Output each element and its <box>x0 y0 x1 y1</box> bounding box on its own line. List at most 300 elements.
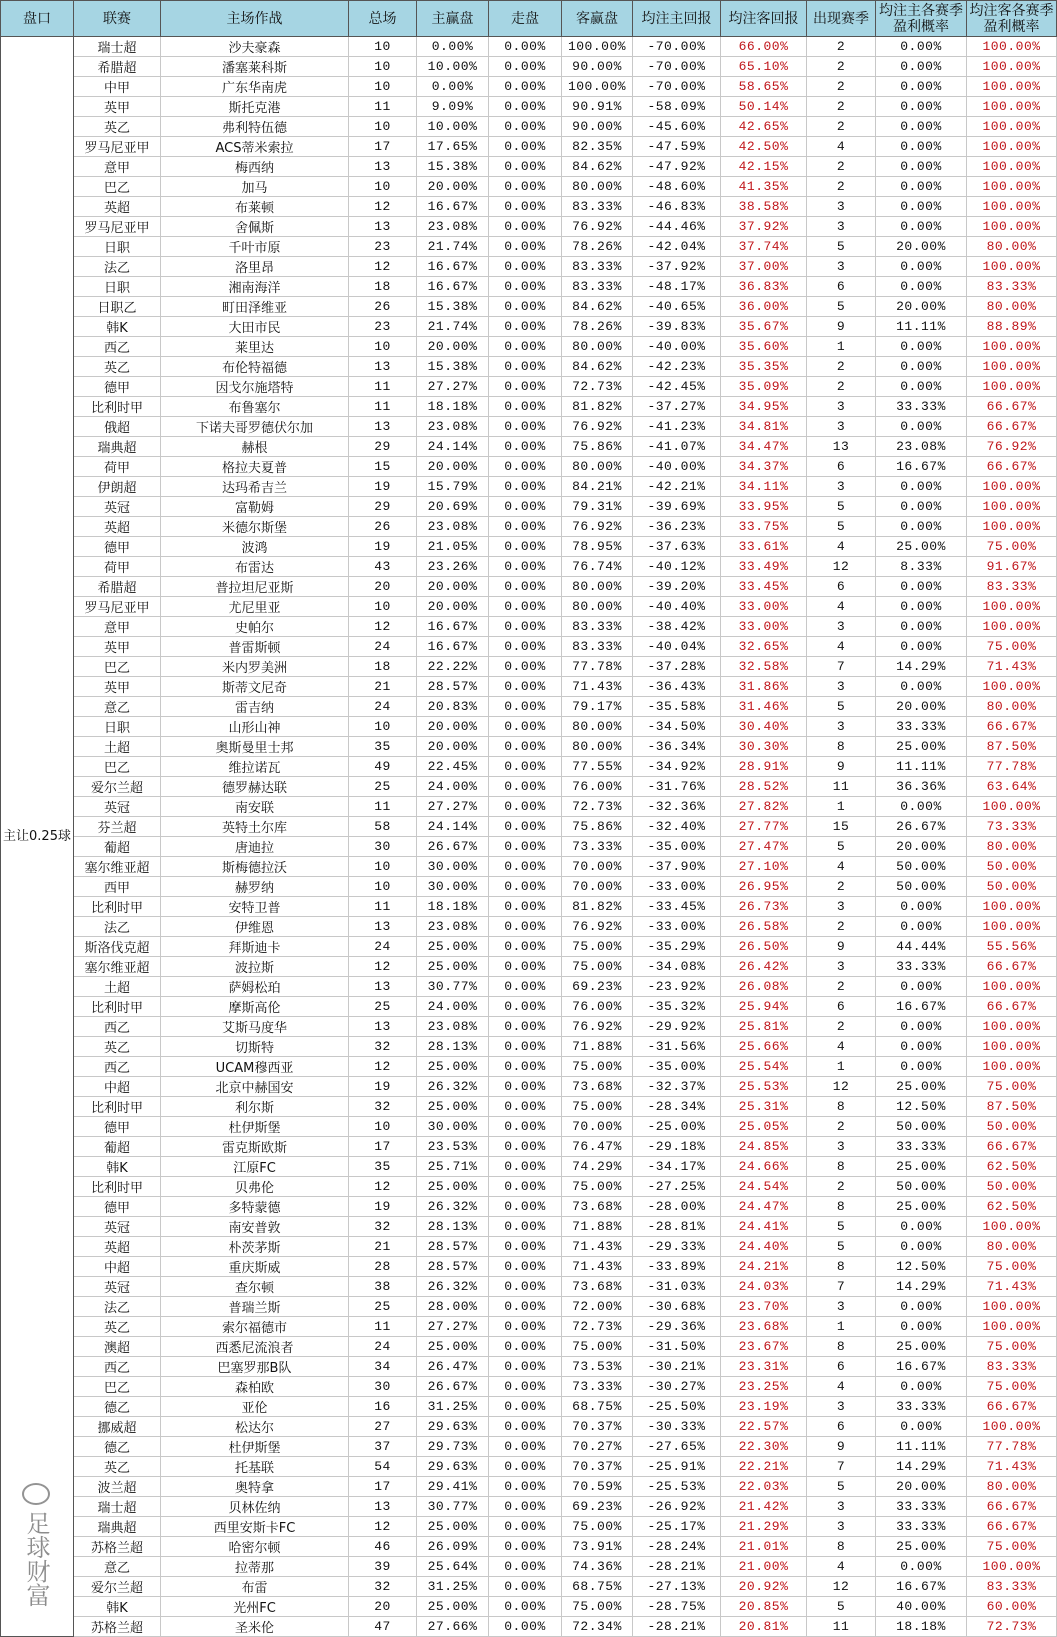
cell-home-return: -42.21% <box>633 477 721 497</box>
cell-total-matches: 12 <box>349 197 417 217</box>
cell-league: 西乙 <box>74 1017 161 1037</box>
cell-draw: 0.00% <box>489 1597 562 1617</box>
cell-away-season-profit: 100.00% <box>967 477 1057 497</box>
cell-away-win: 84.62% <box>562 357 633 377</box>
cell-away-season-profit: 66.67% <box>967 717 1057 737</box>
cell-away-return: 25.05% <box>721 1117 807 1137</box>
cell-total-matches: 23 <box>349 237 417 257</box>
cell-home-season-profit: 33.33% <box>876 1137 967 1157</box>
cell-total-matches: 11 <box>349 377 417 397</box>
cell-seasons: 4 <box>807 537 876 557</box>
cell-home-win: 27.66% <box>417 1617 489 1637</box>
cell-away-return: 37.74% <box>721 237 807 257</box>
cell-home-return: -37.92% <box>633 257 721 277</box>
cell-draw: 0.00% <box>489 577 562 597</box>
cell-away-return: 34.95% <box>721 397 807 417</box>
cell-home-return: -70.00% <box>633 57 721 77</box>
cell-total-matches: 13 <box>349 217 417 237</box>
cell-home-return: -35.00% <box>633 837 721 857</box>
cell-total-matches: 10 <box>349 77 417 97</box>
cell-draw: 0.00% <box>489 677 562 697</box>
cell-home-win: 25.00% <box>417 1517 489 1537</box>
cell-league: 法乙 <box>74 917 161 937</box>
cell-total-matches: 39 <box>349 1557 417 1577</box>
cell-league: 中超 <box>74 1257 161 1277</box>
cell-home-season-profit: 14.29% <box>876 1277 967 1297</box>
cell-total-matches: 32 <box>349 1577 417 1597</box>
cell-away-return: 26.42% <box>721 957 807 977</box>
cell-home-win: 21.05% <box>417 537 489 557</box>
cell-seasons: 1 <box>807 1317 876 1337</box>
cell-away-return: 25.66% <box>721 1037 807 1057</box>
cell-draw: 0.00% <box>489 37 562 57</box>
cell-home-return: -25.91% <box>633 1457 721 1477</box>
cell-home-return: -42.04% <box>633 237 721 257</box>
cell-draw: 0.00% <box>489 897 562 917</box>
cell-home-win: 29.41% <box>417 1477 489 1497</box>
cell-draw: 0.00% <box>489 617 562 637</box>
cell-home-team: 雷克斯欧斯 <box>161 1137 349 1157</box>
cell-away-season-profit: 71.43% <box>967 1457 1057 1477</box>
cell-home-win: 20.00% <box>417 577 489 597</box>
cell-home-season-profit: 20.00% <box>876 297 967 317</box>
cell-total-matches: 24 <box>349 637 417 657</box>
cell-league: 土超 <box>74 737 161 757</box>
cell-total-matches: 28 <box>349 1257 417 1277</box>
cell-seasons: 2 <box>807 377 876 397</box>
cell-home-team: 沙夫豪森 <box>161 37 349 57</box>
cell-home-return: -28.81% <box>633 1217 721 1237</box>
cell-home-season-profit: 50.00% <box>876 857 967 877</box>
cell-away-win: 83.33% <box>562 277 633 297</box>
cell-league: 巴乙 <box>74 177 161 197</box>
cell-home-win: 21.74% <box>417 317 489 337</box>
cell-home-return: -40.40% <box>633 597 721 617</box>
cell-away-win: 75.00% <box>562 1097 633 1117</box>
cell-total-matches: 10 <box>349 877 417 897</box>
cell-league: 英冠 <box>74 497 161 517</box>
cell-home-team: 摩斯高伦 <box>161 997 349 1017</box>
cell-draw: 0.00% <box>489 557 562 577</box>
cell-away-return: 33.00% <box>721 617 807 637</box>
cell-home-return: -33.45% <box>633 897 721 917</box>
cell-league: 罗马尼亚甲 <box>74 137 161 157</box>
cell-home-team: 重庆斯威 <box>161 1257 349 1277</box>
cell-draw: 0.00% <box>489 57 562 77</box>
cell-home-season-profit: 25.00% <box>876 1197 967 1217</box>
cell-away-win: 75.00% <box>562 1597 633 1617</box>
cell-home-win: 22.45% <box>417 757 489 777</box>
cell-total-matches: 10 <box>349 177 417 197</box>
cell-draw: 0.00% <box>489 1297 562 1317</box>
cell-away-return: 66.00% <box>721 37 807 57</box>
cell-away-return: 21.00% <box>721 1557 807 1577</box>
cell-away-season-profit: 80.00% <box>967 837 1057 857</box>
cell-away-return: 23.19% <box>721 1397 807 1417</box>
cell-home-win: 21.74% <box>417 237 489 257</box>
cell-home-return: -25.50% <box>633 1397 721 1417</box>
cell-total-matches: 13 <box>349 417 417 437</box>
cell-home-season-profit: 16.67% <box>876 457 967 477</box>
cell-home-season-profit: 20.00% <box>876 837 967 857</box>
table-row <box>1 237 1057 257</box>
table-row <box>1 857 1057 877</box>
cell-seasons: 12 <box>807 557 876 577</box>
cell-home-return: -41.07% <box>633 437 721 457</box>
table-row <box>1 217 1057 237</box>
cell-home-return: -48.60% <box>633 177 721 197</box>
cell-home-team: 伊维恩 <box>161 917 349 937</box>
cell-home-win: 23.26% <box>417 557 489 577</box>
cell-home-season-profit: 26.67% <box>876 817 967 837</box>
table-row <box>1 1417 1057 1437</box>
cell-seasons: 4 <box>807 597 876 617</box>
cell-home-return: -35.00% <box>633 1057 721 1077</box>
cell-away-return: 26.58% <box>721 917 807 937</box>
cell-home-season-profit: 0.00% <box>876 157 967 177</box>
header-row <box>1 1 1057 37</box>
cell-home-team: 米德尔斯堡 <box>161 517 349 537</box>
cell-league: 挪威超 <box>74 1417 161 1437</box>
cell-home-season-profit: 0.00% <box>876 797 967 817</box>
cell-away-win: 75.00% <box>562 1057 633 1077</box>
cell-away-return: 21.01% <box>721 1537 807 1557</box>
cell-home-win: 15.38% <box>417 297 489 317</box>
table-row <box>1 937 1057 957</box>
cell-away-season-profit: 77.78% <box>967 1437 1057 1457</box>
cell-seasons: 6 <box>807 1417 876 1437</box>
cell-home-win: 23.08% <box>417 417 489 437</box>
cell-draw: 0.00% <box>489 597 562 617</box>
cell-league: 意乙 <box>74 1557 161 1577</box>
cell-home-season-profit: 0.00% <box>876 897 967 917</box>
cell-home-return: -38.42% <box>633 617 721 637</box>
cell-home-win: 25.00% <box>417 937 489 957</box>
cell-home-season-profit: 0.00% <box>876 37 967 57</box>
table-row <box>1 397 1057 417</box>
cell-total-matches: 25 <box>349 1297 417 1317</box>
cell-home-season-profit: 20.00% <box>876 697 967 717</box>
cell-seasons: 4 <box>807 1037 876 1057</box>
cell-home-return: -70.00% <box>633 37 721 57</box>
cell-home-season-profit: 0.00% <box>876 137 967 157</box>
cell-home-team: 莱里达 <box>161 337 349 357</box>
cell-league: 德乙 <box>74 1397 161 1417</box>
cell-away-win: 79.17% <box>562 697 633 717</box>
cell-league: 英乙 <box>74 1037 161 1057</box>
cell-away-win: 80.00% <box>562 457 633 477</box>
cell-away-season-profit: 75.00% <box>967 1337 1057 1357</box>
cell-total-matches: 32 <box>349 1097 417 1117</box>
cell-away-season-profit: 50.00% <box>967 1117 1057 1137</box>
cell-total-matches: 25 <box>349 777 417 797</box>
cell-total-matches: 17 <box>349 1477 417 1497</box>
cell-away-return: 31.86% <box>721 677 807 697</box>
cell-away-season-profit: 100.00% <box>967 517 1057 537</box>
cell-away-season-profit: 62.50% <box>967 1197 1057 1217</box>
cell-home-return: -34.92% <box>633 757 721 777</box>
cell-away-win: 76.92% <box>562 417 633 437</box>
cell-draw: 0.00% <box>489 357 562 377</box>
cell-home-team: 加马 <box>161 177 349 197</box>
table-row <box>1 557 1057 577</box>
table-row <box>1 257 1057 277</box>
cell-away-season-profit: 100.00% <box>967 977 1057 997</box>
cell-home-return: -36.23% <box>633 517 721 537</box>
cell-home-team: 因戈尔施塔特 <box>161 377 349 397</box>
cell-home-team: 杜伊斯堡 <box>161 1437 349 1457</box>
table-row <box>1 697 1057 717</box>
table-row <box>1 1237 1057 1257</box>
table-row <box>1 1017 1057 1037</box>
cell-away-win: 70.00% <box>562 857 633 877</box>
cell-away-return: 22.21% <box>721 1457 807 1477</box>
table-row <box>1 1517 1057 1537</box>
cell-home-season-profit: 25.00% <box>876 1077 967 1097</box>
cell-total-matches: 35 <box>349 737 417 757</box>
cell-home-win: 25.00% <box>417 1057 489 1077</box>
cell-seasons: 3 <box>807 217 876 237</box>
cell-away-return: 35.09% <box>721 377 807 397</box>
cell-draw: 0.00% <box>489 837 562 857</box>
table-row <box>1 877 1057 897</box>
table-row <box>1 1297 1057 1317</box>
cell-draw: 0.00% <box>489 457 562 477</box>
cell-draw: 0.00% <box>489 1057 562 1077</box>
cell-draw: 0.00% <box>489 857 562 877</box>
cell-total-matches: 54 <box>349 1457 417 1477</box>
cell-league: 英乙 <box>74 357 161 377</box>
cell-away-season-profit: 80.00% <box>967 697 1057 717</box>
cell-league: 罗马尼亚甲 <box>74 597 161 617</box>
cell-seasons: 4 <box>807 637 876 657</box>
cell-league: 荷甲 <box>74 557 161 577</box>
cell-draw: 0.00% <box>489 437 562 457</box>
cell-home-season-profit: 0.00% <box>876 197 967 217</box>
cell-away-return: 33.49% <box>721 557 807 577</box>
cell-away-win: 80.00% <box>562 177 633 197</box>
cell-away-win: 73.68% <box>562 1197 633 1217</box>
header-home-return: 均注主回报 <box>633 1 721 37</box>
cell-draw: 0.00% <box>489 297 562 317</box>
cell-league: 巴乙 <box>74 657 161 677</box>
cell-home-return: -40.12% <box>633 557 721 577</box>
cell-home-return: -39.20% <box>633 577 721 597</box>
table-row <box>1 577 1057 597</box>
table-row <box>1 837 1057 857</box>
cell-seasons: 2 <box>807 1117 876 1137</box>
cell-total-matches: 19 <box>349 1077 417 1097</box>
cell-home-team: 富勒姆 <box>161 497 349 517</box>
cell-away-win: 76.92% <box>562 917 633 937</box>
cell-home-season-profit: 0.00% <box>876 277 967 297</box>
cell-away-return: 27.47% <box>721 837 807 857</box>
cell-home-season-profit: 0.00% <box>876 357 967 377</box>
cell-draw: 0.00% <box>489 757 562 777</box>
cell-home-win: 24.14% <box>417 817 489 837</box>
cell-total-matches: 12 <box>349 1057 417 1077</box>
table-row <box>1 757 1057 777</box>
cell-seasons: 8 <box>807 1097 876 1117</box>
cell-seasons: 6 <box>807 457 876 477</box>
cell-league: 意乙 <box>74 697 161 717</box>
cell-seasons: 3 <box>807 477 876 497</box>
table-row <box>1 1597 1057 1617</box>
cell-seasons: 8 <box>807 1537 876 1557</box>
cell-home-season-profit: 14.29% <box>876 1457 967 1477</box>
cell-home-return: -58.09% <box>633 97 721 117</box>
cell-home-win: 20.00% <box>417 717 489 737</box>
table-row <box>1 497 1057 517</box>
cell-draw: 0.00% <box>489 1557 562 1577</box>
cell-home-return: -41.23% <box>633 417 721 437</box>
cell-away-win: 100.00% <box>562 77 633 97</box>
cell-home-win: 20.83% <box>417 697 489 717</box>
cell-home-win: 16.67% <box>417 637 489 657</box>
cell-seasons: 3 <box>807 397 876 417</box>
cell-draw: 0.00% <box>489 1137 562 1157</box>
cell-away-season-profit: 66.67% <box>967 997 1057 1017</box>
cell-away-season-profit: 100.00% <box>967 77 1057 97</box>
cell-home-season-profit: 0.00% <box>876 1017 967 1037</box>
cell-home-win: 30.00% <box>417 857 489 877</box>
table-row <box>1 1497 1057 1517</box>
cell-draw: 0.00% <box>489 1457 562 1477</box>
cell-home-team: 湘南海洋 <box>161 277 349 297</box>
cell-away-win: 68.75% <box>562 1397 633 1417</box>
cell-home-win: 26.09% <box>417 1537 489 1557</box>
cell-home-win: 16.67% <box>417 197 489 217</box>
cell-away-season-profit: 83.33% <box>967 1357 1057 1377</box>
cell-away-win: 80.00% <box>562 717 633 737</box>
cell-home-season-profit: 25.00% <box>876 537 967 557</box>
cell-away-win: 75.00% <box>562 957 633 977</box>
cell-away-win: 90.91% <box>562 97 633 117</box>
cell-home-team: 拉蒂那 <box>161 1557 349 1577</box>
cell-home-team: UCAM穆西亚 <box>161 1057 349 1077</box>
cell-seasons: 2 <box>807 1177 876 1197</box>
cell-away-win: 74.29% <box>562 1157 633 1177</box>
cell-total-matches: 10 <box>349 57 417 77</box>
cell-total-matches: 11 <box>349 1317 417 1337</box>
cell-league: 英乙 <box>74 1317 161 1337</box>
cell-home-season-profit: 0.00% <box>876 57 967 77</box>
cell-away-return: 25.54% <box>721 1057 807 1077</box>
cell-league: 英冠 <box>74 1277 161 1297</box>
cell-away-return: 27.82% <box>721 797 807 817</box>
cell-seasons: 7 <box>807 657 876 677</box>
cell-away-return: 22.03% <box>721 1477 807 1497</box>
table-row <box>1 777 1057 797</box>
cell-home-return: -37.63% <box>633 537 721 557</box>
cell-away-return: 24.41% <box>721 1217 807 1237</box>
cell-home-season-profit: 12.50% <box>876 1097 967 1117</box>
cell-league: 中甲 <box>74 77 161 97</box>
cell-total-matches: 38 <box>349 1277 417 1297</box>
table-row <box>1 537 1057 557</box>
cell-home-return: -29.18% <box>633 1137 721 1157</box>
cell-draw: 0.00% <box>489 1437 562 1457</box>
cell-away-season-profit: 100.00% <box>967 1037 1057 1057</box>
cell-home-return: -31.03% <box>633 1277 721 1297</box>
cell-away-win: 70.37% <box>562 1457 633 1477</box>
cell-total-matches: 17 <box>349 1137 417 1157</box>
cell-home-win: 24.14% <box>417 437 489 457</box>
cell-home-season-profit: 0.00% <box>876 1417 967 1437</box>
cell-away-return: 24.54% <box>721 1177 807 1197</box>
cell-away-season-profit: 100.00% <box>967 117 1057 137</box>
cell-home-return: -25.53% <box>633 1477 721 1497</box>
cell-home-win: 30.00% <box>417 1117 489 1137</box>
cell-draw: 0.00% <box>489 937 562 957</box>
cell-away-return: 35.60% <box>721 337 807 357</box>
cell-away-win: 75.00% <box>562 1337 633 1357</box>
cell-home-team: 下诺夫哥罗德伏尔加 <box>161 417 349 437</box>
cell-home-season-profit: 0.00% <box>876 337 967 357</box>
cell-league: 英超 <box>74 197 161 217</box>
cell-draw: 0.00% <box>489 637 562 657</box>
cell-home-win: 18.18% <box>417 897 489 917</box>
cell-home-team: 德罗赫达联 <box>161 777 349 797</box>
cell-draw: 0.00% <box>489 917 562 937</box>
cell-home-win: 20.00% <box>417 597 489 617</box>
cell-draw: 0.00% <box>489 377 562 397</box>
cell-away-win: 83.33% <box>562 617 633 637</box>
cell-seasons: 9 <box>807 757 876 777</box>
cell-seasons: 3 <box>807 417 876 437</box>
cell-total-matches: 21 <box>349 677 417 697</box>
cell-draw: 0.00% <box>489 1077 562 1097</box>
cell-total-matches: 35 <box>349 1157 417 1177</box>
table-row <box>1 277 1057 297</box>
header-home-win: 主赢盘 <box>417 1 489 37</box>
cell-away-season-profit: 100.00% <box>967 1317 1057 1337</box>
cell-draw: 0.00% <box>489 1117 562 1137</box>
cell-draw: 0.00% <box>489 97 562 117</box>
cell-away-return: 20.85% <box>721 1597 807 1617</box>
table-row <box>1 1617 1057 1637</box>
cell-total-matches: 11 <box>349 97 417 117</box>
cell-away-win: 80.00% <box>562 337 633 357</box>
cell-away-return: 42.50% <box>721 137 807 157</box>
cell-away-season-profit: 71.43% <box>967 657 1057 677</box>
cell-away-win: 75.00% <box>562 937 633 957</box>
cell-home-return: -23.92% <box>633 977 721 997</box>
cell-away-season-profit: 100.00% <box>967 177 1057 197</box>
cell-home-win: 31.25% <box>417 1397 489 1417</box>
cell-home-team: 米内罗美洲 <box>161 657 349 677</box>
table-row <box>1 817 1057 837</box>
cell-away-win: 75.86% <box>562 437 633 457</box>
cell-home-return: -31.76% <box>633 777 721 797</box>
table-row <box>1 1477 1057 1497</box>
cell-draw: 0.00% <box>489 197 562 217</box>
cell-away-season-profit: 50.00% <box>967 877 1057 897</box>
cell-home-win: 18.18% <box>417 397 489 417</box>
cell-home-season-profit: 0.00% <box>876 117 967 137</box>
cell-away-season-profit: 100.00% <box>967 917 1057 937</box>
cell-draw: 0.00% <box>489 817 562 837</box>
cell-away-win: 68.75% <box>562 1577 633 1597</box>
cell-draw: 0.00% <box>489 77 562 97</box>
cell-home-season-profit: 0.00% <box>876 1217 967 1237</box>
cell-home-win: 28.57% <box>417 1257 489 1277</box>
cell-home-season-profit: 0.00% <box>876 597 967 617</box>
cell-home-team: 广东华南虎 <box>161 77 349 97</box>
cell-home-team: 布鲁塞尔 <box>161 397 349 417</box>
cell-home-win: 28.00% <box>417 1297 489 1317</box>
cell-home-team: 斯梅德拉沃 <box>161 857 349 877</box>
